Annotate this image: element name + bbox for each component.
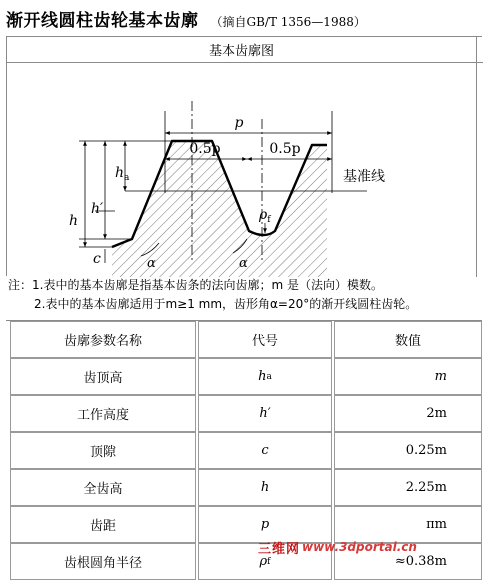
- table-row: [6, 395, 482, 432]
- title-main: 渐开线圆柱齿轮基本齿廓: [6, 11, 199, 31]
- table-row: [6, 432, 482, 469]
- param-symbol: p: [198, 506, 332, 543]
- param-value: πm: [334, 506, 482, 543]
- label-h: h: [69, 213, 79, 229]
- param-value: m: [334, 358, 482, 395]
- param-symbol: c: [198, 432, 332, 469]
- param-symbol: h a: [198, 358, 332, 395]
- label-half-p-right: 0.5p: [269, 141, 301, 157]
- tooth-profile-diagram: [7, 63, 477, 277]
- param-name: 全齿高: [10, 469, 196, 506]
- param-name: 齿根圆角半径: [10, 543, 196, 580]
- param-name: 齿顶高: [10, 358, 196, 395]
- param-value: 2.25m: [334, 469, 482, 506]
- watermark-url: www.3dportal.cn: [302, 540, 417, 554]
- label-h-prime: h′: [91, 201, 104, 217]
- site-watermark: [258, 538, 482, 556]
- title-source: （摘自GB/T 1356—1988）: [210, 15, 366, 29]
- label-half-p-left: 0.5p: [189, 141, 221, 157]
- note-2: 2.表中的基本齿廓适用于m≥1 mm，齿形角α=20°的渐开线圆柱齿轮。: [34, 297, 418, 311]
- label-rho-f: $\rho_f$: [259, 207, 271, 225]
- parameters-table: [6, 320, 482, 571]
- label-datum-line: 基准线: [343, 169, 385, 185]
- table-row: [6, 358, 482, 395]
- param-name: 工作高度: [10, 395, 196, 432]
- table-row: [6, 469, 482, 506]
- figure-table: [6, 36, 482, 276]
- param-value: 0.25m: [334, 432, 482, 469]
- label-c: c: [93, 251, 101, 267]
- basic-tooth-profile-figure: [7, 63, 477, 277]
- param-name: 顶隙: [10, 432, 196, 469]
- param-value: 2m: [334, 395, 482, 432]
- param-symbol: h′: [198, 395, 332, 432]
- table-header-row: [6, 321, 482, 358]
- header-name: 齿廓参数名称: [10, 321, 196, 358]
- figure-header-gap: [477, 37, 483, 63]
- header-value: 数值: [334, 321, 482, 358]
- param-symbol: ρ f: [198, 543, 332, 580]
- page-title: [6, 6, 366, 32]
- label-alpha-right: α: [239, 256, 248, 271]
- label-alpha-left: α: [147, 256, 156, 271]
- param-value: ≈0.38m: [334, 543, 482, 580]
- figure-header: 基本齿廓图: [7, 37, 477, 63]
- label-ha: $h_a$: [115, 165, 130, 183]
- notes: [8, 276, 482, 314]
- param-name: 齿距: [10, 506, 196, 543]
- param-symbol: h: [198, 469, 332, 506]
- label-p: p: [234, 115, 244, 131]
- note-1: 注：1.表中的基本齿廓是指基本齿条的法向齿廓；m 是（法向）模数。: [8, 278, 383, 292]
- header-symbol: 代号: [198, 321, 332, 358]
- watermark-site-name: 三维网: [258, 541, 301, 557]
